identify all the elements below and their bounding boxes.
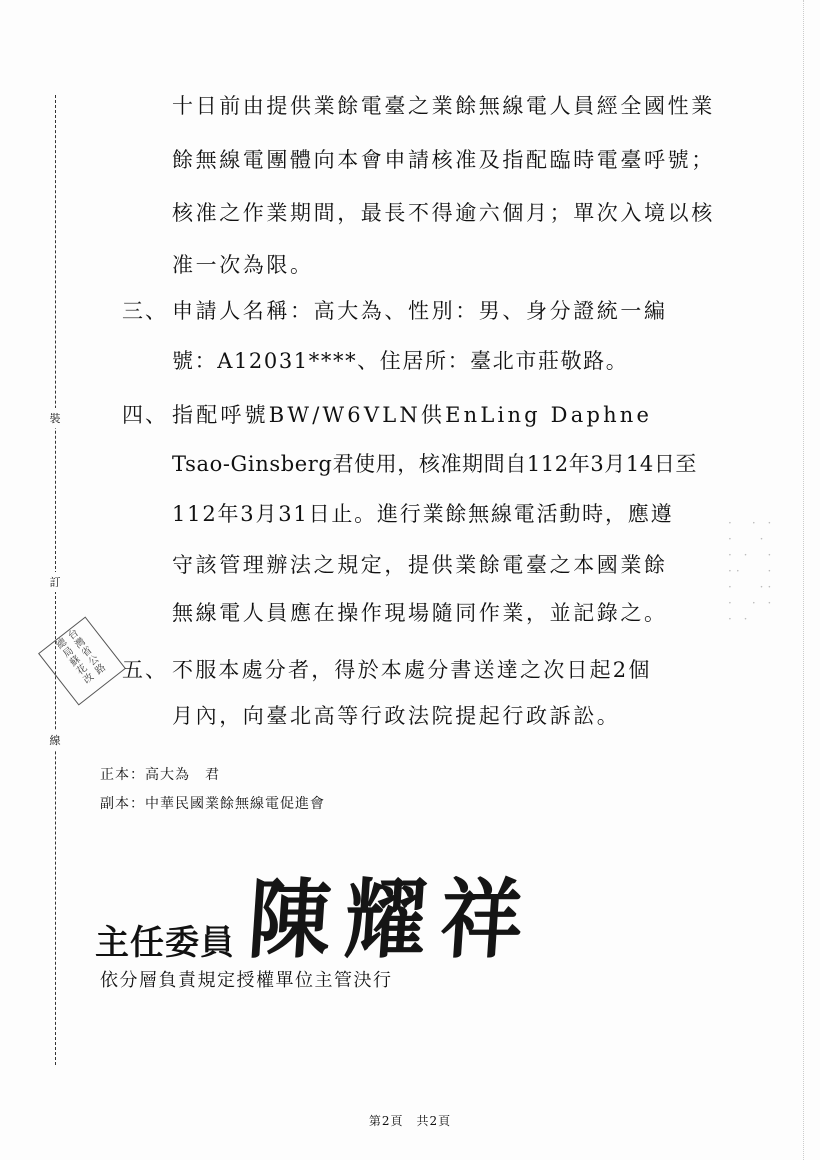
signature-name: 陳耀祥 [245, 870, 540, 971]
original-recipient: 正本：高大為 君 [100, 767, 220, 783]
binding-char-ding: 訂 [47, 572, 63, 592]
item3-line-2: 號：A12031****、住居所：臺北市莊敬路。 [172, 349, 629, 373]
item4-line-5: 無線電人員應在操作現場隨同作業，並記錄之。 [172, 601, 668, 625]
signature-title: 主任委員 [95, 923, 235, 963]
item4-line-2: Tsao-Ginsberg君使用，核准期間自112年3月14日至 [172, 452, 698, 476]
item4-line-4: 守該管理辦法之規定，提供業餘電臺之本國業餘 [172, 553, 668, 577]
item5-number: 五、 [122, 658, 168, 682]
page-footer: 第2頁 共2頁 [368, 1114, 452, 1128]
binding-char-zhuang: 裝 [47, 408, 63, 428]
scan-artifact-marks: · · · · · · · · ·· · · ·· · · · · · [728, 516, 776, 626]
authorization-note: 依分層負責規定授權單位主管決行 [100, 970, 393, 991]
cont-line-2: 餘無線電團體向本會申請核准及指配臨時電臺呼號； [172, 148, 715, 172]
cont-line-4: 准一次為限。 [172, 253, 314, 277]
item4-line-3: 112年3月31日止。進行業餘無線電活動時，應遵 [172, 502, 674, 526]
seal-stamp [38, 617, 126, 706]
cont-line-1: 十日前由提供業餘電臺之業餘無線電人員經全國性業 [172, 94, 715, 118]
binding-char-xian: 線 [47, 730, 63, 750]
scan-edge-mark [803, 0, 807, 1160]
item5-line-2: 月內，向臺北高等行政法院提起行政訴訟。 [172, 704, 621, 728]
item4-line-1: 指配呼號BW/W6VLN供EnLing Daphne [172, 403, 653, 427]
signature-block [95, 855, 540, 972]
copy-recipient: 副本：中華民國業餘無線電促進會 [100, 796, 325, 812]
item4-number: 四、 [122, 403, 168, 427]
item5-line-1: 不服本處分者，得於本處分書送達之次日起2個 [172, 658, 652, 682]
cont-line-3: 核准之作業期間，最長不得逾六個月；單次入境以核 [172, 201, 715, 225]
item3-number: 三、 [122, 299, 168, 323]
seal-stamp-text: 台灣省公路總局蘇花改 [52, 627, 107, 688]
item3-line-1: 申請人名稱：高大為、性別：男、身分證統一編 [172, 299, 668, 323]
